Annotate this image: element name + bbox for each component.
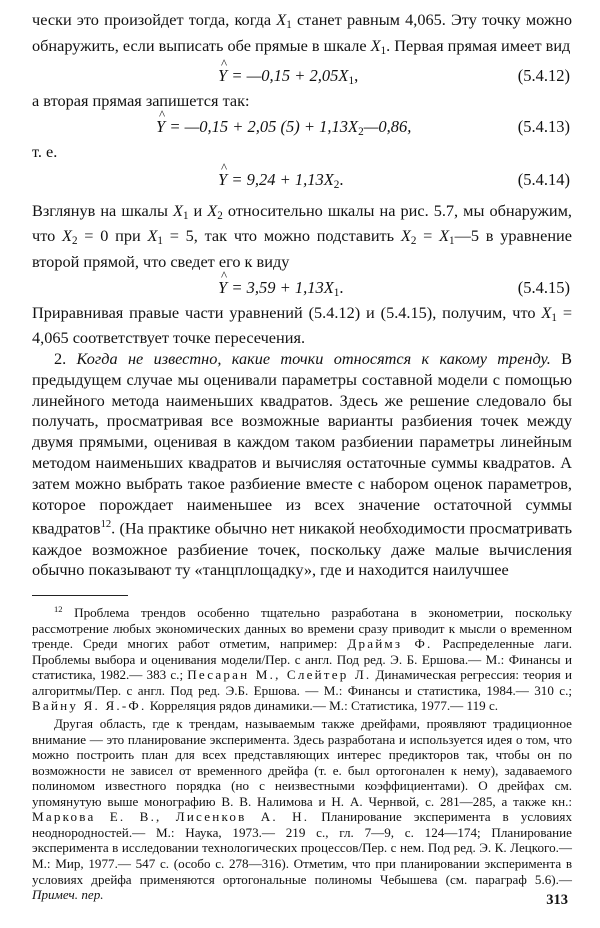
section-heading: Когда не известно, какие точки относятся к какому тренду. [76, 349, 551, 368]
footnote-ref: 12 [100, 519, 112, 531]
paragraph-3: т. е. [32, 141, 58, 161]
equation-5-4-14: ^ $Y = 9,24 + 1,13X_2$. (5.4.14) [32, 165, 572, 195]
author: Драймз Ф. [347, 636, 433, 652]
var-x1: $X_1$ [276, 10, 292, 31]
footnote-translator-note: Другая область, где к трендам, называемым также дрейфами, проявляют традиционное внимание — это планирование эксперимента. Здесь разработана и используется идея о том, что можно построить план для всех представляющих интерес предикторов так, чтобы он по возможности не зависел от временного дрейфа (т. е. был ортогонален к нему), задаваемого полиномом известного порядка (но с неизвестными коэффициентами). О дрейфах см. упомянутую выше монографию В. В. Налимова и Н. А. Чернвой, с. 281—285, а также кн.: Маркова Е. В., Лисенков А. Н. Планирование эксперимента в условиях неоднородностей.— М.: Наука, 1973.— 219 с., гл. 7—9, с. 124—174; Планирование эксперимента в исследовании технологических процессов/Пер. с нем. Под ред. Э. К. Лецкого.— М.: Мир, 1977.— 547 с. (особо с. 278—316). Отметим, что при планировании эксперимента в условиях дрейфа применяются ортогональные полиномы Чебышева (см. параграф 5.6).— Примеч. пер. [32, 716, 572, 903]
equation-rhs: = 9,24 + 1,13X [227, 169, 334, 189]
equation-rhs: = —0,15 + 2,05 (5) + 1,13X [165, 116, 359, 136]
equation-number: (5.4.14) [517, 169, 570, 189]
author: Маркова Е. В., Лисенков А. Н. [32, 809, 310, 825]
footnote-divider [32, 595, 128, 596]
var-x1: $X_1$ [370, 35, 387, 57]
page-content [32, 10, 572, 903]
equation-5-4-12: ^ Y = —0,15 + $2,05X_1$, (5.4.12) [32, 61, 572, 91]
equation-rhs: = 3,59 + 1,13X [227, 277, 334, 297]
text: . Первая прямая имеет вид [386, 35, 571, 55]
paragraph-4: Взглянув на шкалы $X_1$ и $X_2$ относительно шкалы на рис. 5.7, мы обнаружим, что $X_2 = 0$ при $X_1 = 5$, так что можно подставить $X_2$ = $X_1—5$ в уравнение второй прямой, что сведет его к виду [32, 200, 572, 271]
paragraph-5: Приравнивая правые части уравнений (5.4.12) и (5.4.15), получим, что $X_1 = 4,065$ соответствует точке пересечения. [32, 302, 572, 348]
footnote-12: $^{12}$ Проблема трендов особенно тщательно разработана в эконометрии, поскольку рассмотрение любых экономических данных во времени сразу приводит к мысли о временном тренде. Среди многих работ отметим, например: Драймз Ф. Распределенные лаги. Проблемы выбора и оценивания модели/Пер. с англ. Под ред. Э. Б. Ершова.— М.: Финансы и статистика, 1982.— 383 с.; Песаран М., Слейтер Л. Динамическая регрессия: теория и алгоритмы/Пер. с англ. Под ред. Э.Б. Ершова. — М.: Финансы и статистика, 1984.— 310 с.; Вайну Я. Я.-Ф. Корреляция рядов динамики.— М.: Статистика, 1977.— 119 с. [32, 604, 572, 714]
paragraph-6: 2. Когда не известно, какие точки относятся к какому тренду. В предыдущем случае мы оценивали параметры составной модели с помощью линейного метода наименьших квадратов. Здесь же решение следовало бы получать, просматривая все возможные варианты разбиения точек между двумя прямыми, оценивая в каждом таком разбиении параметры линейным методом наименьших квадратов и вычисляя остаточные суммы квадратов. А затем можно выбрать такое разбиение вместе с набором оценок параметров, которое порождает наименьшее из всех значение остаточной суммы квадратов$^{12}$. (На практике обычно нет никакой необходимости просматривать каждое возможное разбиение точек, поскольку даже малые вычисления обычно показывают ту «танцплощадку», где и находится наилучшее [32, 349, 572, 580]
equation-number: (5.4.12) [517, 66, 570, 86]
paragraph-2: а вторая прямая запишется так: [32, 91, 250, 111]
y-hat: ^ Y [156, 112, 165, 142]
equation-number: (5.4.15) [517, 277, 570, 297]
page-number: 313 [546, 892, 568, 908]
footnote-mark: 12 [54, 604, 63, 615]
author: Песаран М., Слейтер Л. [187, 667, 372, 683]
author: Вайну Я. Я.-Ф. [32, 698, 147, 714]
y-hat: ^ Y [218, 61, 227, 91]
text: чески это произойдет тогда, когда [32, 10, 277, 29]
equation-5-4-13: ^ Y = —0,15 + 2,05 $(5) + 1,13X_2—0,86$, (5.4.13) [32, 112, 572, 142]
y-hat: ^ Y [218, 273, 227, 303]
text: станет равным 4,065. Эту точку можно обнаружить, если выписать обе прямые в шкале [32, 10, 572, 55]
y-hat: ^ Y [218, 165, 227, 195]
equation-5-4-15: ^ $Y = 3,59 + 1,13X_1$. (5.4.15) [32, 273, 572, 303]
paragraph-1 [32, 10, 572, 61]
equation-rhs: = —0,15 + 2,05X [227, 66, 349, 86]
translator-note: Примеч. пер. [32, 887, 104, 903]
equation-number: (5.4.13) [517, 116, 570, 136]
